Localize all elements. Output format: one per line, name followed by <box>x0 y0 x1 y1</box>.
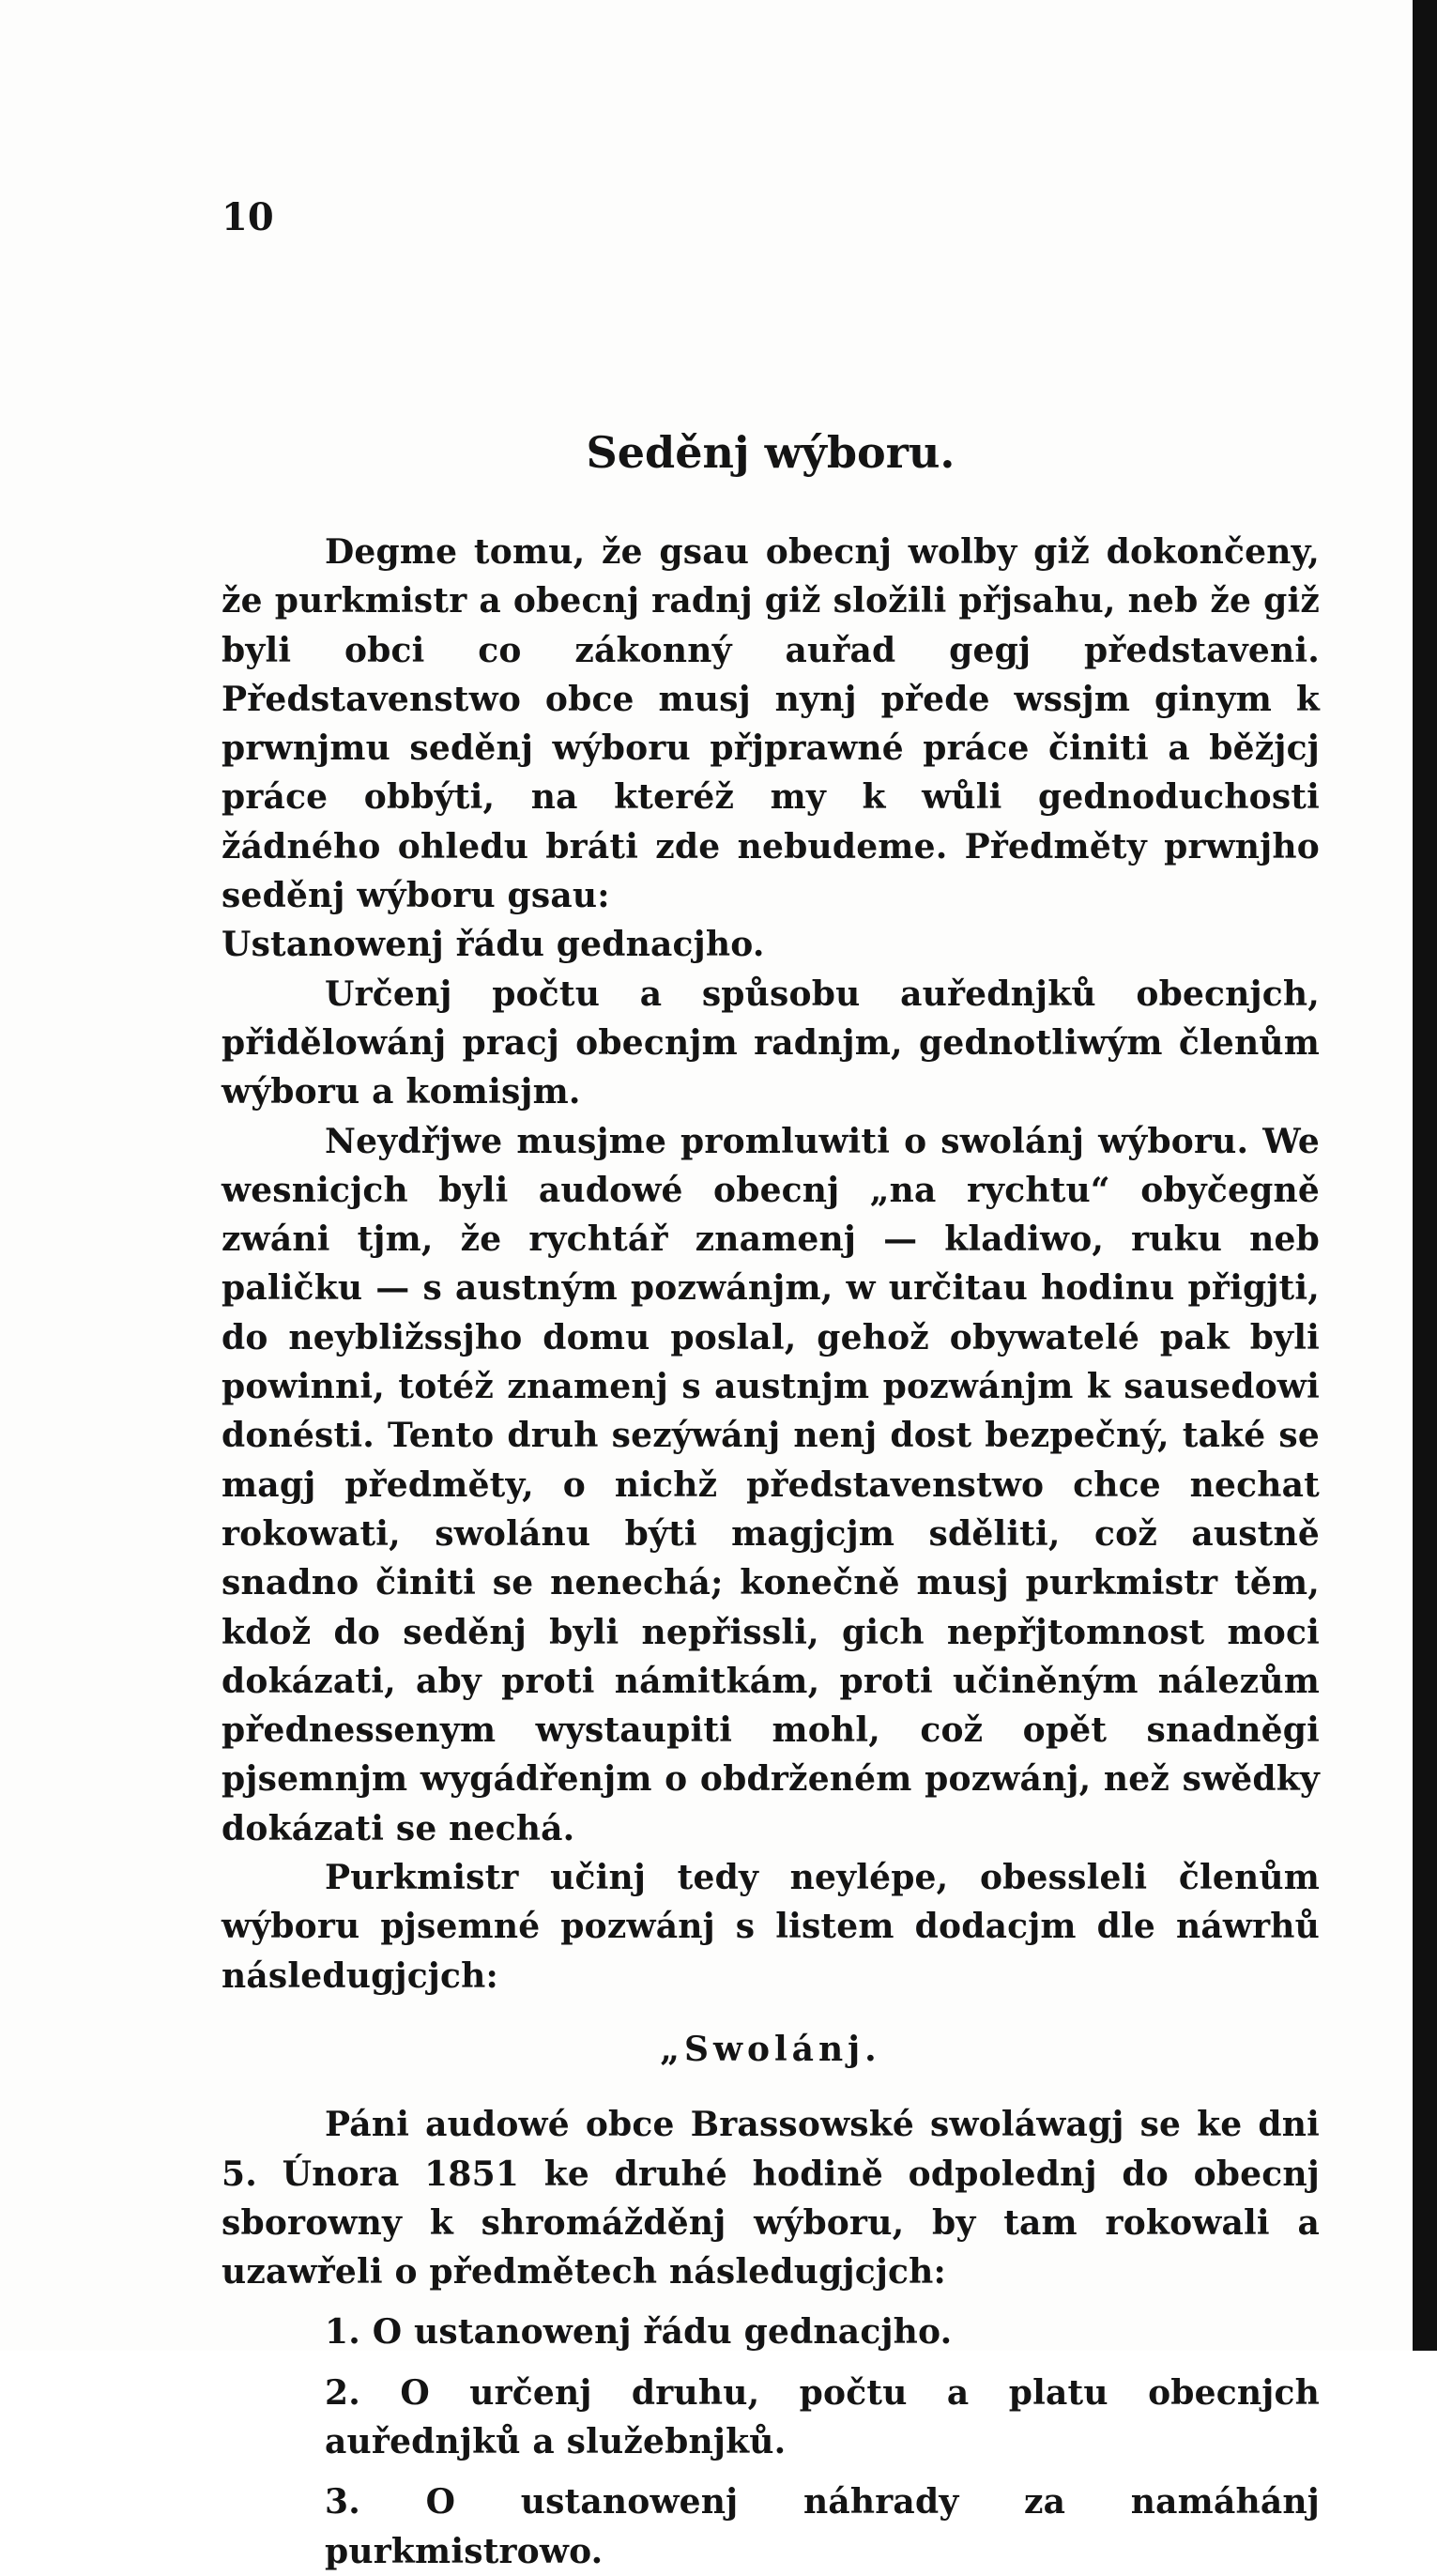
list-item: 2. O určenj druhu, počtu a platu obecnjch auřednjků a služebnjků. <box>325 2372 1320 2461</box>
page-number: 10 <box>222 195 274 239</box>
paragraph-summoning: Neydřjwe musjme promluwiti o swolánj wýboru. We wesnicjch byli audowé obecnj „na rychtu“ obyčegně zwáni tjm, že rychtář znamenj — kladiwo, ruku neb paličku — s austným pozwánjm, w určitau hodinu přigjti, do neybližssjho domu poslal, gehož obywatelé pak byli powinni, totéž znamenj s austnjm pozwánjm k sausedowi donésti. Tento druh sezýwánj nenj dost bezpečný, také se magj předměty, o nichž představenstwo chce nechat rokowati, swolánu býti magjcjm sděliti, což austně snadno činiti se nenechá; konečně musj purkmistr těm, kdož do seděnj byli nepřissli, gich nepřjtomnost moci dokázati, aby proti námitkám, proti učiněným nálezům přednessenym wystaupiti mohl, což opět snadněgi pjsemnjm wygádřenjm o obdrženém pozwánj, než swědky dokázati se nechá. <box>222 1121 1320 1848</box>
paragraph-intro: Degme tomu, že gsau obecnj wolby giž dokončeny, že purkmistr a obecnj radnj giž složili přjsahu, neb že giž byli obci co zákonný auřad gegj představeni. Představenstwo obce musj nynj přede wssjm ginym k prwnjmu seděnj wýboru přjprawné práce činiti a běžjcj práce obbýti, na kteréž my k wůli gednoduchosti žádného ohledu bráti zde nebudeme. Předměty prwnjho seděnj wýboru gsau: <box>222 532 1320 916</box>
notice-heading: „Swolánj. <box>660 2029 881 2069</box>
notice-text: Páni audowé obce Brassowské swoláwagj se ke dni 5. Února 1851 ke druhé hodině odpolednj do obecnj sborowny k shromážděnj wýboru, by tam rokowali a uzawřeli o předmětech následugjcjch: <box>222 2105 1320 2292</box>
paragraph-agenda-1: Ustanowenj řádu gednacjho. <box>222 925 765 965</box>
list-item: 3. O ustanowenj náhrady za namáhánj purkmistrowo. <box>325 2482 1320 2571</box>
list-item: 1. O ustanowenj řádu gednacjho. <box>325 2312 953 2353</box>
paragraph-agenda-2: Určenj počtu a spůsobu auřednjků obecnjch, přidělowánj pracj obecnjm radnjm, gednotliwým členům wýboru a komisjm. <box>222 974 1320 1112</box>
paragraph-invitation: Purkmistr učinj tedy neylépe, obessleli členům wýboru pjsemné pozwánj s listem dodacjm dle náwrhů následugjcjch: <box>222 1858 1320 1996</box>
section-title: Seděnj wýboru. <box>586 427 955 478</box>
scan-edge <box>1413 0 1437 2351</box>
page-body <box>222 528 1320 2576</box>
